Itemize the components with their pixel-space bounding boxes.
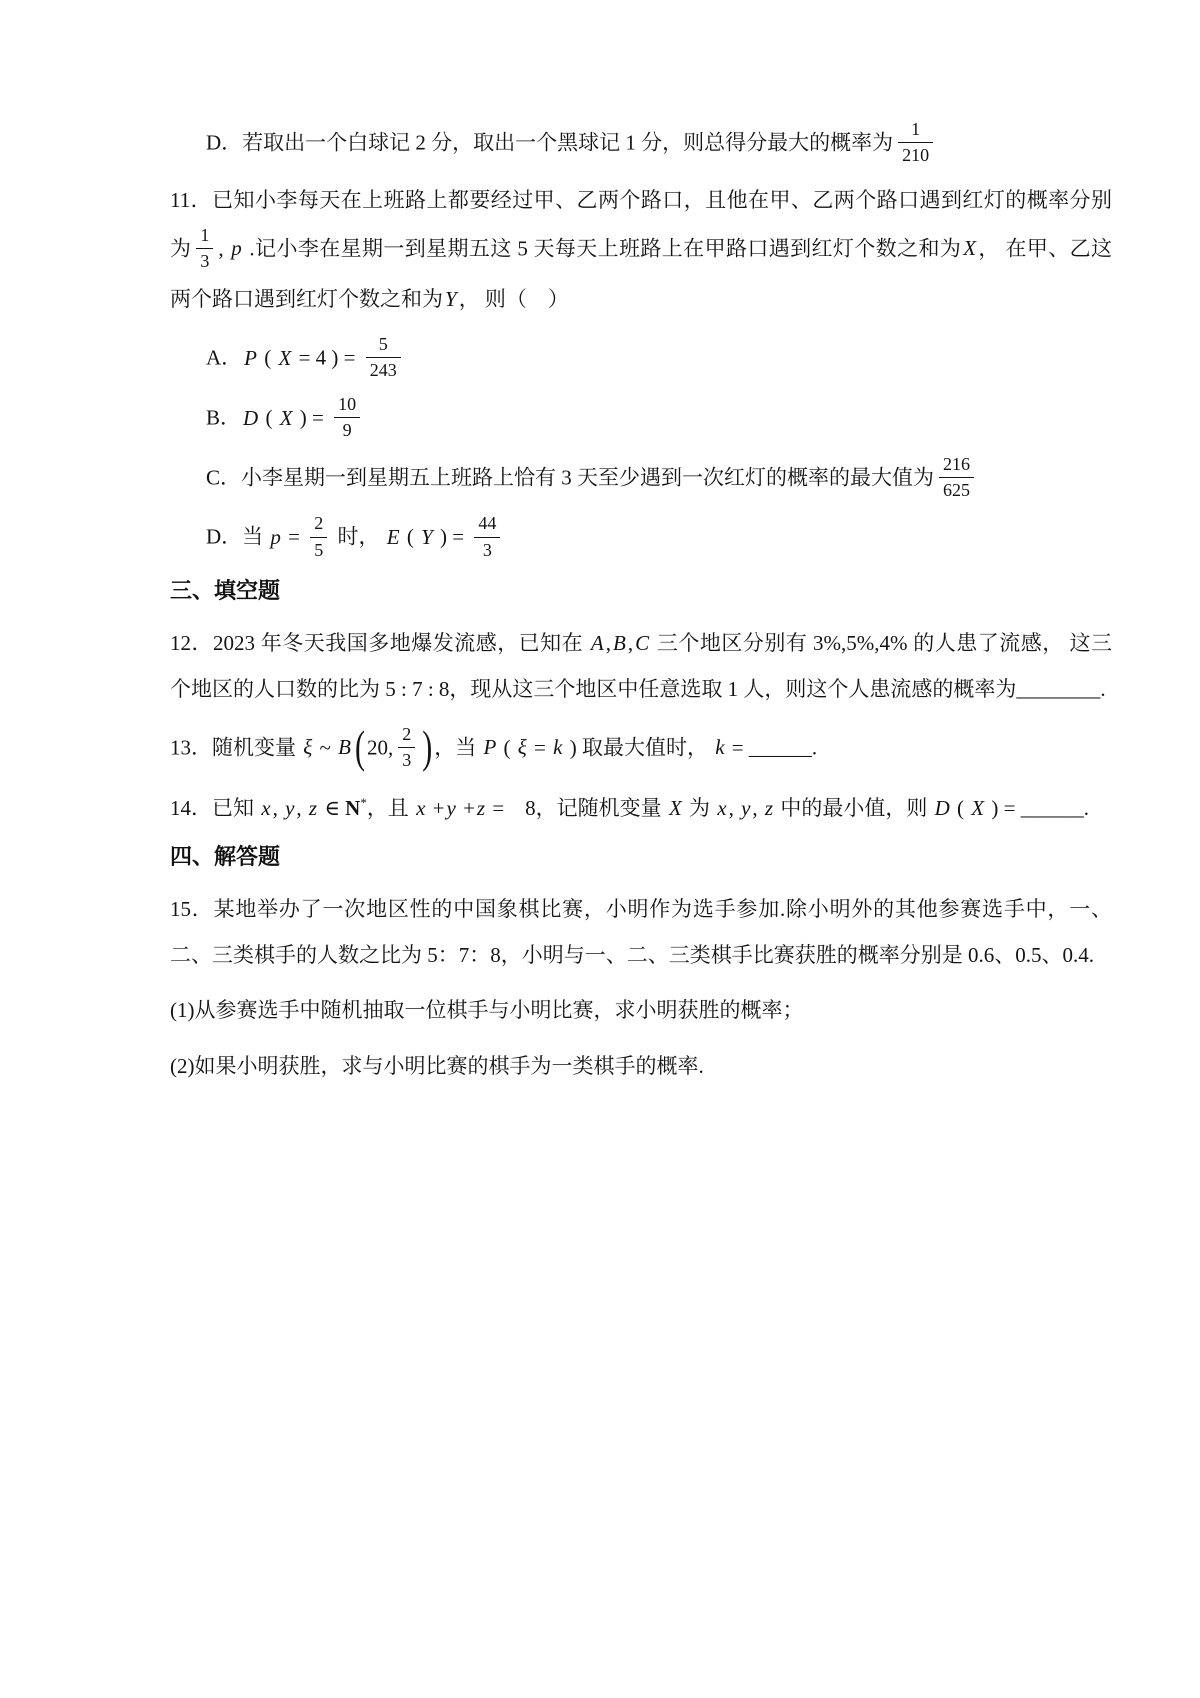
fraction-denominator: 210: [902, 145, 930, 166]
text-run: 中的最小值，则: [775, 796, 933, 821]
fraction-denominator: 3: [482, 539, 492, 560]
fraction-numerator: 216: [939, 453, 974, 478]
text-run: =: [528, 735, 552, 760]
section-answer-title: [170, 842, 1112, 873]
text-run: ) 取最大值时，: [564, 735, 714, 760]
text-run: 四、解答题: [170, 844, 281, 870]
math-variable: ξ: [303, 735, 313, 760]
text-run: (: [498, 735, 516, 760]
text-run: ，当: [434, 735, 482, 760]
math-variable: ξ: [517, 735, 527, 760]
text-run: ,: [627, 631, 634, 656]
fraction-numerator: 1: [898, 118, 933, 143]
math-variable: Y: [445, 287, 457, 312]
text-run: .记小李在星期一到星期五这 5 天每天上班路上在甲路口遇到红灯个数之和为: [243, 236, 962, 261]
math-variable: B: [613, 631, 626, 656]
text-run: ,: [728, 796, 740, 821]
math-variable: P: [244, 345, 257, 370]
text-run: ) =: [434, 525, 470, 550]
fraction: [398, 723, 415, 773]
q11-stem: [170, 178, 1112, 323]
q11-option-c: [206, 453, 1112, 507]
text-run: ) =: [294, 405, 330, 430]
math-variable: k: [553, 735, 563, 760]
fraction: [939, 453, 974, 503]
math-variable: y: [741, 796, 751, 821]
text-run: (: [259, 345, 277, 370]
text-run: 三个地区分别有 3%,5%,4% 的人患了流感， 这三个地区的人口数的比为 5 : 7 : 8，现从这三个地区中任意选取 1 人，则这个人患流感的概率为________.: [170, 631, 1112, 701]
text-run: (: [260, 405, 278, 430]
text-run: 13．随机变量: [170, 735, 302, 760]
text-run: = 8，记随机变量: [487, 796, 667, 821]
fraction-numerator: 5: [366, 333, 401, 358]
math-variable: X: [279, 405, 293, 430]
q11-option-b: [206, 393, 1112, 447]
fraction-denominator: 9: [342, 420, 352, 441]
text-run: (: [951, 796, 970, 821]
fraction-numerator: 2: [398, 723, 415, 748]
text-run: 14．已知: [170, 796, 260, 821]
section-fill-in-title: [170, 576, 1112, 607]
text-run: ∈: [319, 796, 346, 821]
text-run: *: [360, 795, 367, 811]
text-run: 时，: [332, 525, 385, 550]
fraction: [196, 224, 213, 274]
text-run: 为: [683, 796, 716, 821]
fraction: [310, 512, 327, 562]
text-run: ，且: [366, 796, 415, 821]
math-variable: y: [285, 796, 295, 821]
fraction-denominator: 3: [200, 250, 210, 271]
q11-option-a: [206, 333, 1112, 387]
text-run: (: [354, 722, 365, 773]
q10-option-d: [206, 118, 1112, 172]
text-run: N: [345, 796, 361, 821]
math-variable: E: [386, 525, 400, 550]
math-variable: z: [764, 796, 774, 821]
math-variable: p: [231, 236, 242, 261]
text-run: 12．2023 年冬天我国多地爆发流感，已知在: [170, 631, 589, 656]
text-run: D．若取出一个白球记 2 分，取出一个黑球记 1 分，则总得分最大的概率为: [206, 130, 894, 155]
text-run: ) = ______.: [986, 796, 1089, 821]
text-run: +: [427, 796, 445, 821]
fraction: [898, 118, 933, 168]
fraction-numerator: 1: [196, 224, 213, 249]
text-run: C．小李星期一到星期五上班路上恰有 3 天至少遇到一次红灯的概率的最大值为: [206, 465, 935, 490]
math-variable: z: [308, 796, 318, 821]
math-variable: C: [635, 631, 650, 656]
q15-part1: [170, 988, 1112, 1034]
fraction-denominator: 243: [369, 360, 397, 381]
fraction: [366, 333, 401, 383]
text-run: 三、填空题: [170, 578, 281, 604]
text-run: ~: [314, 735, 337, 760]
text-run: A．: [206, 345, 243, 370]
math-variable: x: [261, 796, 271, 821]
fraction-numerator: 10: [334, 393, 360, 418]
math-variable: P: [483, 735, 497, 760]
math-variable: k: [715, 735, 725, 760]
text-run: 15．某地举办了一次地区性的中国象棋比赛，小明作为选手参加.除小明外的其他参赛选手中，一、二、三类棋手的人数之比为 5：7：8，小明与一、二、三类棋手比赛获胜的概率分别是 0.6、0.5、0.4.: [170, 896, 1112, 967]
text-run: = 4 ) =: [293, 345, 361, 370]
q11-option-d: [206, 512, 1112, 566]
math-variable: D: [243, 405, 259, 430]
math-variable: Y: [421, 525, 433, 550]
text-run: (2)如果小明获胜，求与小明比赛的棋手为一类棋手的概率.: [170, 1054, 704, 1079]
q12: [170, 621, 1112, 713]
text-run: ， 则（ ）: [458, 287, 569, 312]
fraction-denominator: 625: [943, 480, 971, 501]
math-variable: p: [270, 525, 281, 550]
math-variable: X: [971, 796, 985, 821]
math-variable: x: [416, 796, 426, 821]
math-variable: z: [476, 796, 486, 821]
text-run: ， 在甲、乙这两个路口遇到红灯个数之和为: [170, 236, 1113, 312]
text-run: (: [401, 525, 420, 550]
math-variable: X: [668, 796, 682, 821]
q15-part2: [170, 1044, 1112, 1090]
fraction-denominator: 5: [314, 539, 324, 560]
math-variable: y: [446, 796, 456, 821]
q13: [170, 723, 1112, 777]
text-run: 11．已知小李每天在上班路上都要经过甲、乙两个路口，且他在甲、乙两个路口遇到红灯的概率分别为: [170, 187, 1112, 261]
math-variable: B: [338, 735, 351, 760]
math-variable: X: [278, 345, 292, 370]
math-variable: D: [934, 796, 950, 821]
math-variable: A: [590, 631, 604, 656]
text-run: = ______.: [726, 735, 818, 760]
fraction: [334, 393, 360, 443]
text-run: 20,: [366, 735, 394, 760]
text-run: ,: [605, 631, 611, 656]
text-run: ,: [752, 796, 763, 821]
fraction: [474, 512, 500, 562]
math-variable: x: [717, 796, 727, 821]
text-run: B．: [206, 405, 242, 430]
q14: [170, 786, 1112, 832]
fraction-numerator: 44: [474, 512, 500, 537]
text-run: ): [422, 722, 433, 773]
text-run: =: [282, 525, 306, 550]
fraction-denominator: 3: [402, 749, 412, 770]
fraction-numerator: 2: [310, 512, 327, 537]
text-run: D．当: [206, 525, 269, 550]
text-run: ,: [296, 796, 307, 821]
math-variable: X: [963, 236, 977, 261]
q15-stem: [170, 887, 1112, 979]
text-run: +: [457, 796, 475, 821]
text-run: (1)从参赛选手中随机抽取一位棋手与小明比赛，求小明获胜的概率；: [170, 998, 804, 1023]
text-run: ,: [272, 796, 284, 821]
text-run: ,: [218, 236, 230, 261]
